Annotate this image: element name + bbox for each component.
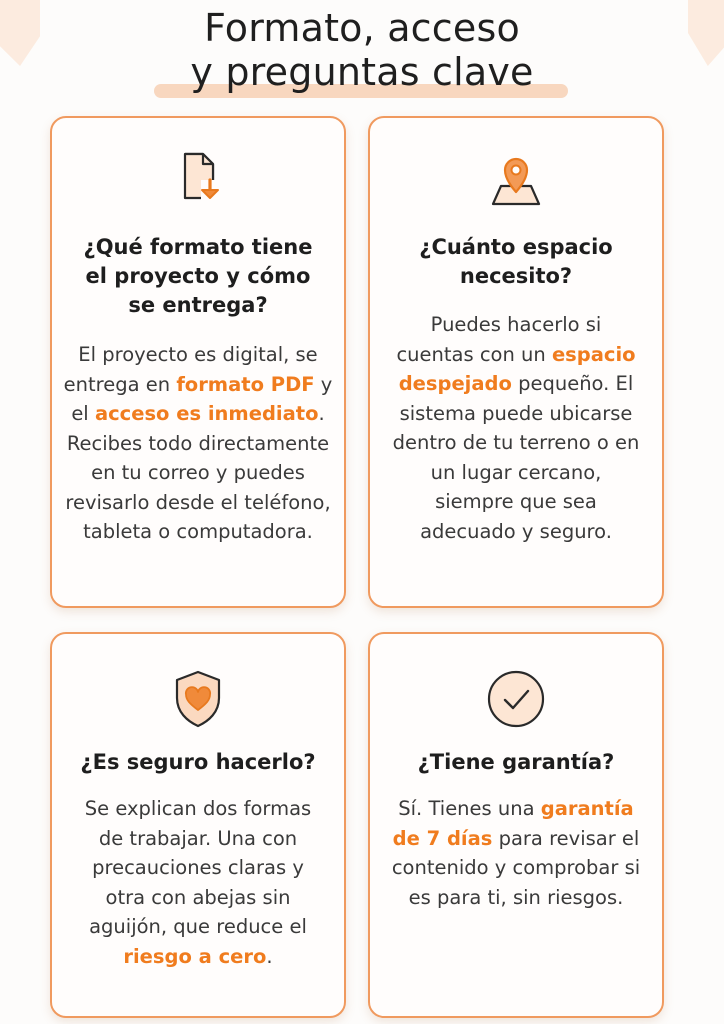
location-map-icon: [483, 146, 549, 212]
page-title: [0, 0, 724, 94]
faq-card-format: [50, 116, 346, 608]
pdf-download-icon: [165, 146, 231, 212]
faq-card-space: [368, 116, 664, 608]
title-line-1: Formato, acceso: [204, 6, 520, 50]
faq-question: ¿Cuánto espacio necesito?: [419, 235, 613, 288]
faq-answer: Sí. Tienes una garantía de 7 días para revisar el contenido y comprobar si es para ti, sin riesgos.: [391, 797, 641, 909]
shield-heart-icon: [165, 666, 231, 732]
check-circle-icon: [483, 666, 549, 732]
faq-question: ¿Tiene garantía?: [417, 750, 615, 774]
faq-question: ¿Es seguro hacerlo?: [80, 750, 316, 774]
faq-card-safety: [50, 632, 346, 1018]
faq-answer: Puedes hacerlo si cuentas con un espacio despejado pequeño. El sistema puede ubicarse dentro de tu terreno o en un lugar cercano, siempre que sea adecuado y seguro.: [392, 313, 640, 543]
title-line-2: y preguntas clave: [190, 50, 534, 94]
faq-answer: Se explican dos formas de trabajar. Una con precauciones claras y otra con abejas sin aguijón, que reduce el riesgo a cero.: [84, 797, 312, 968]
faq-answer: El proyecto es digital, se entrega en formato PDF y el acceso es inmediato. Recibes todo directamente en tu correo y puedes revisarlo desde el teléfono, tableta o computadora.: [63, 343, 333, 543]
faq-card-guarantee: [368, 632, 664, 1018]
faq-question: ¿Qué formato tiene el proyecto y cómo se entrega?: [83, 235, 313, 317]
